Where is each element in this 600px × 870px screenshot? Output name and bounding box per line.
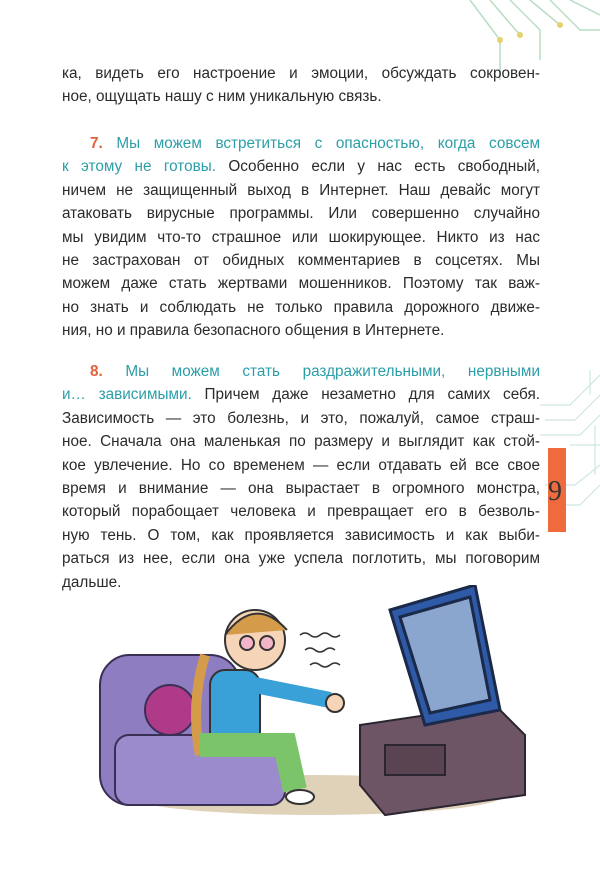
paragraph-2 bbox=[62, 132, 540, 343]
text-segment: Зависимость — это болезнь, и это, пожалуй, самое страш- bbox=[62, 409, 540, 427]
text-segment: кое увлечение. Но со временем — если отдавать ей все свое bbox=[62, 456, 540, 474]
text-segment: раться из нее, если она уже успела поглотить, мы поговорим bbox=[62, 550, 540, 568]
illustration-girl-watching-tv bbox=[95, 585, 535, 865]
highlighted-text: Мы можем встретиться с опасностью, когда совсем bbox=[102, 135, 540, 152]
text-line bbox=[62, 179, 540, 202]
paragraph-1 bbox=[62, 62, 540, 109]
item-number: 7. bbox=[90, 135, 103, 152]
text-segment: ное. Сначала она маленькая по размеру и выглядит как стой- bbox=[62, 433, 540, 451]
text-line bbox=[62, 62, 540, 85]
text-segment: ную тень. О том, как проявляется зависимость и как выби- bbox=[62, 526, 540, 544]
highlighted-text: к этому не готовы. bbox=[62, 158, 216, 176]
text-line bbox=[62, 272, 540, 295]
text-line bbox=[62, 85, 540, 108]
highlighted-text: и… зависимыми. bbox=[62, 386, 192, 404]
text-line bbox=[62, 477, 540, 500]
text-line bbox=[62, 407, 540, 430]
text-segment: но знать и соблюдать не только правила дорожного движе- bbox=[62, 298, 540, 316]
highlighted-text: Мы можем стать раздражительными, нервными bbox=[102, 363, 540, 380]
text-segment: дальше. bbox=[62, 573, 122, 591]
text-line bbox=[62, 296, 540, 319]
text-segment: Причем даже незаметно для самих себя. bbox=[191, 386, 540, 404]
text-segment: не застрахован от обидных комментариев в соцсетях. Мы bbox=[62, 251, 540, 269]
text-line bbox=[62, 500, 540, 523]
text-segment: который порабощает человека и превращает его в безволь- bbox=[62, 503, 540, 521]
text-line bbox=[62, 249, 540, 272]
text-line bbox=[62, 132, 540, 155]
text-line bbox=[62, 226, 540, 249]
tv bbox=[390, 585, 500, 725]
text-line bbox=[62, 524, 540, 547]
text-segment: атаковать вирусные программы. Или совершенно случайно bbox=[62, 205, 540, 223]
text-segment: Особенно если у нас есть свободный, bbox=[215, 158, 540, 176]
text-segment: можем даже стать жертвами мошенников. Поэтому так важ- bbox=[62, 275, 540, 293]
text-segment: время и внимание — она вырастает в огромного монстра, bbox=[62, 479, 540, 497]
text-line bbox=[62, 430, 540, 453]
text-line bbox=[62, 383, 540, 406]
text-segment: ния, но и правила безопасного общения в Интернете. bbox=[62, 322, 445, 340]
text-line bbox=[62, 547, 540, 570]
text-segment: ка, видеть его настроение и эмоции, обсуждать сокровен- bbox=[62, 65, 540, 82]
page-number: 9 bbox=[548, 476, 562, 507]
text-line bbox=[62, 360, 540, 383]
text-line bbox=[62, 319, 540, 342]
item-number: 8. bbox=[90, 363, 103, 380]
text-line bbox=[62, 454, 540, 477]
paragraph-3 bbox=[62, 360, 540, 594]
text-segment: ничем не защищенный выход в Интернет. Наш девайс могут bbox=[62, 181, 540, 199]
text-line bbox=[62, 202, 540, 225]
text-line bbox=[62, 155, 540, 178]
text-segment: ное, ощущать нашу с ним уникальную связь. bbox=[62, 88, 382, 106]
text-segment: мы увидим что-то страшное или шокирующее. Никто из нас bbox=[62, 228, 540, 246]
